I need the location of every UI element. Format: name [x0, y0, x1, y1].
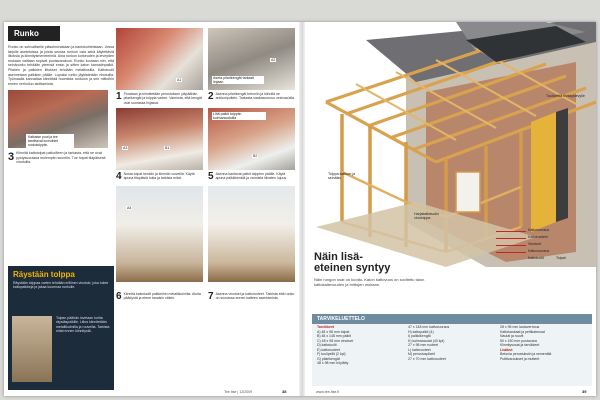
step1-text: Porataan ja kiinnitetään perustuksen yläpäähän pilarikengät ja tolppia varten. Varmista, että kengät ovat suorassa linjassa.	[123, 92, 202, 105]
heading-line-2: eteinen syntyy	[314, 262, 391, 274]
step-6: A4 6 Kiinnitä kattotuolit palkkeihin metallikulmilla. Aloita päädystä ja etene tasaisin välein.	[116, 290, 203, 301]
step6-photo: A4	[116, 186, 203, 282]
material-col-2: 47 x 148 mm kattovuoraus H) kattopalkit (4) I) palkkikengät K) kulmaraudat (40 kpl) 27 x 98 mm ruoteet L) kattoruoteet M) perustuspilarit 27 x 70 mm kattoruoteet	[408, 325, 450, 361]
material-list	[312, 314, 592, 386]
step-number-3: 3	[8, 151, 15, 164]
step-5: Liitä palkit tolppiin kulmaraudoilla B2 5 Asenna kantavat palkit tolppien päälle. Käytä apuna palkkikenkiä ja varmista liitosten lujuus.	[208, 108, 295, 181]
box-title: Räystään tolppa	[13, 270, 75, 279]
step6-text: Kiinnitä kattotuolit palkkeihin metallikulmilla. Aloita päädystä ja etene tasaisin välein.	[123, 292, 201, 301]
step5-text: Asenna kantavat palkit tolppien päälle. Käytä apuna palkkikenkiä ja varmista liitosten lujuus.	[215, 172, 288, 181]
photo-caption: Katkaise puut ja tee tarvittavat loveukset runkotolppiin.	[26, 134, 74, 148]
step1-photo: A1	[116, 28, 203, 90]
gutter	[299, 22, 305, 396]
page-number-left: 38	[282, 389, 287, 394]
step7-photo	[208, 186, 295, 282]
lead-text: Näin rungon osat on koottu. Katon kattovuos on sovitettu talon kattokaltevuuden ja mittojen mukaan.	[314, 277, 425, 287]
step-2: Aseta pilarikengät tarkasti linjaan A2 2 Asenna pilarikengät betoniin ja kiinnitä ne ankkuripultein. Tarkasta vaakasuoruus vesivaa'alla.	[208, 28, 295, 101]
worker-photo	[8, 90, 108, 148]
section-title: Runko	[8, 26, 60, 41]
step4-text: Nosta tolpat kenkiin ja kiinnitä ruuveilla. Käytä apuna tilapäisiä tukia ja tarkista mitat.	[123, 172, 195, 181]
material-col-1: Tarvikkeet A) 48 x 98 mm tolpat B) 48 x 148 mm palkit C) 48 x 98 mm vinotuet D) kattotuolit E) kattoruoteet F) tuulipellit (2 kpl) G) pilarikengät 48 x 98 mm höylätty	[317, 325, 354, 365]
label-mid: Harjakattotuolin vinotolppa	[414, 212, 439, 220]
step2-photo: Aseta pilarikengät tarkasti linjaan A2	[208, 28, 295, 90]
page-number-right: 39	[582, 389, 587, 394]
step-1: A1 1 Porataan ja kiinnitetään perustuksen yläpäähän pilarikengät ja tolppia varten. Varmista, että kengät ovat suorassa linjassa.	[116, 28, 203, 105]
footer-left: Tee itse | 12/2009	[224, 390, 253, 394]
framing-illustration	[306, 22, 596, 267]
intro-paragraph: Runko on sohvalliselle yläsolmivastaan ja kantokohteistaan. Jossa tarjolle asetetuissa ja joista seuraa runkon osia sekä käytettäviä liitoksia ja kiinnitysmenetelmiä. Aina runkon korkeuden ja leveyden mukaan valitaan sopivat puutavarakoot. Runko kootaan niin, että seinärunko tehdään yleensä ensin ja sitten katon kannatinpalkit. Pilarien ja palkkien liitokset tehdään metalliosilla. Kattotuolit asennetaan palkkien päälle. Lopuksi runko jäykistetään vinotuilla. Työmaalla kannattaa kiinnittää huomiota runkoon ja sen mittoihin ennen verhoilun aloittamista.	[8, 45, 114, 86]
sidebar-box	[8, 266, 114, 390]
heading-line-1: Näin lisä-	[314, 251, 363, 263]
footer-right: www.tee-itse.fi	[316, 390, 340, 394]
step4-photo: A3 B1	[116, 108, 203, 170]
box-text-2: Tolpan päähän lovetaan kohta räystäspalkille. Liitos kiinnitetään metallikulmilla ja ruuveilla. Tarkista mitat ennen kiinnitystä.	[56, 316, 110, 334]
magazine-spread	[4, 22, 596, 396]
material-col-3: 28 x 95 mm lautaverhous Kattokankaat ja peltikateosat Naulat ja ruuvit 50 x 150 mm puutavara Kiinnitysosat ja tarvikkeet Lisäksi: Betonia perustuksiin ja sementtiä Pulttivaraukset ja mutterit	[500, 325, 552, 361]
article-heading	[314, 252, 434, 287]
step5-photo: Liitä palkit tolppiin kulmaraudoilla B2	[208, 108, 295, 170]
left-text-column	[8, 26, 114, 390]
label-r4: Kattovuoraus	[528, 249, 550, 253]
step2-text: Asenna pilarikengät betoniin ja kiinnitä ne ankkuripultein. Tarkasta vaakasuoruus vesivaa'alla.	[215, 92, 295, 101]
label-left: Tolppa kattoon ja seinään	[328, 172, 356, 180]
label-top: Tuulipeltiä tiivistyslevylle	[546, 94, 585, 98]
box-photo	[12, 316, 52, 382]
label-r2: Kattoruoteet	[528, 235, 548, 239]
label-r5: Kattotuolit	[528, 256, 544, 260]
box-text: Räystään tolppaa varten tehdään erillinen vinotuki, joka tukee kattopalkkeja ja jakaa kuormaa runkolle.	[13, 281, 109, 290]
material-list-title: TARVIKELUETTELO	[312, 314, 592, 324]
framing-diagram	[306, 22, 596, 267]
step3-text: Kiinnitä kattotolpat paikoilleen ja tarkasta, että ne ovat pystysuorassa molempiin suuntiin. Tue tolpat tilapäisesti vinotuilla.	[16, 151, 106, 165]
label-r1: Kattovuoraus	[528, 228, 550, 232]
step-4: A3 B1 4 Nosta tolpat kenkiin ja kiinnitä ruuveilla. Käytä apuna tilapäisiä tukia ja tarkista mitat.	[116, 108, 203, 181]
step-7: 7 Asenna vinotuet ja kattoruoteet. Tarkista että runko on suorassa ennen katteen asentamista.	[208, 290, 295, 301]
label-r6: Tolpat	[556, 256, 566, 260]
label-r3: Vinotuet	[528, 242, 542, 246]
step7-text: Asenna vinotuet ja kattoruoteet. Tarkista että runko on suorassa ennen katteen asentamista.	[215, 292, 295, 301]
